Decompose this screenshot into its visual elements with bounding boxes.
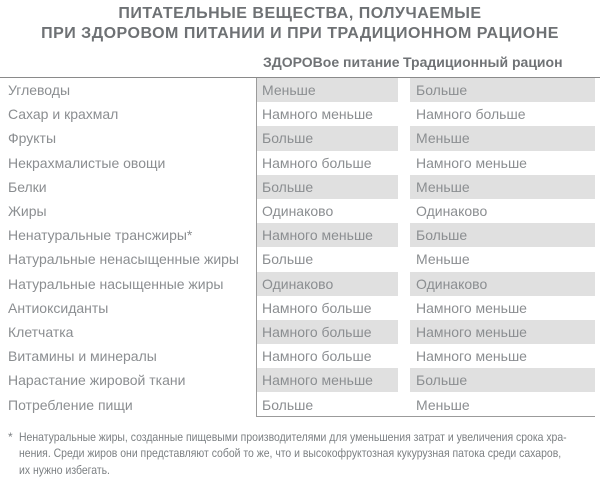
table-row	[0, 344, 600, 368]
table-row	[0, 296, 600, 320]
traditional-value-cell: Намного меньше	[410, 320, 595, 344]
healthy-value-cell: Намного больше	[262, 154, 372, 171]
table-header-row	[0, 44, 600, 78]
column-gap	[398, 392, 410, 416]
row-label: Антиоксиданты	[8, 299, 109, 316]
table-row	[0, 151, 600, 175]
table-row	[0, 247, 600, 271]
column-gap	[398, 320, 410, 344]
row-label: Жиры	[8, 203, 47, 220]
page-title	[0, 0, 600, 44]
column-gap	[398, 175, 410, 199]
table-row	[0, 223, 600, 247]
traditional-value-cell: Одинаково	[410, 272, 595, 296]
traditional-value-cell: Намного больше	[416, 106, 526, 123]
traditional-value-cell: Меньше	[416, 396, 470, 413]
row-label: Белки	[8, 178, 47, 195]
healthy-value-cell: Больше	[256, 175, 398, 199]
column-gap	[398, 151, 410, 175]
column-gap	[398, 126, 410, 150]
healthy-value-cell: Меньше	[256, 78, 398, 102]
row-label: Нарастание жировой ткани	[8, 372, 186, 389]
healthy-value-cell: Намного меньше	[256, 368, 398, 392]
healthy-value-cell: Намного меньше	[256, 223, 398, 247]
traditional-value-cell: Намного меньше	[416, 299, 527, 316]
healthy-value-cell: Больше	[262, 396, 314, 413]
traditional-value-cell: Больше	[410, 223, 595, 247]
footnote-line: Ненатуральные жиры, созданные пищевыми производителями для уменьшения затрат и увеличения срока хра-	[19, 429, 567, 444]
footnote-text	[19, 429, 600, 479]
row-label: Витамины и минералы	[8, 348, 157, 365]
row-label: Ненатуральные трансжиры*	[8, 227, 193, 244]
row-label: Натуральные насыщенные жиры	[8, 275, 224, 292]
row-label: Некрахмалистые овощи	[8, 154, 166, 171]
page-title-line-2: ПРИ ЗДОРОВОМ ПИТАНИИ И ПРИ ТРАДИЦИОННОМ РАЦИОНЕ	[41, 25, 559, 42]
column-gap	[398, 368, 410, 392]
footnote-asterisk: *	[8, 429, 13, 444]
column-divider-line	[256, 78, 257, 417]
table-bottom-line	[256, 416, 595, 417]
traditional-value-cell: Больше	[410, 368, 595, 392]
table-row	[0, 102, 600, 126]
footnote	[0, 429, 600, 479]
table-row	[0, 368, 600, 392]
healthy-value-cell: Одинаково	[256, 272, 398, 296]
healthy-value-cell: Намного больше	[262, 299, 372, 316]
healthy-value-cell: Намного больше	[262, 348, 372, 365]
table-row	[0, 78, 600, 102]
table-body	[0, 78, 600, 417]
traditional-value-cell: Намного меньше	[416, 348, 527, 365]
footnote-line: нения. Среди жиров они представляют собой то же, что и высокофруктозная кукурузная патока среди сахаров,	[19, 446, 562, 461]
row-label: Клетчатка	[8, 323, 74, 340]
row-label: Фрукты	[8, 130, 57, 147]
healthy-value-cell: Больше	[262, 251, 314, 268]
table-row	[0, 175, 600, 199]
row-label: Углеводы	[8, 82, 71, 99]
column-gap	[398, 296, 410, 320]
footnote-line: их нужно избегать.	[19, 462, 110, 477]
row-label: Потребление пищи	[8, 396, 133, 413]
column-gap	[398, 344, 410, 368]
table-row	[0, 126, 600, 150]
row-label: Сахар и крахмал	[8, 106, 119, 123]
column-header-healthy: ЗДОРОВое питание	[263, 54, 400, 70]
column-gap	[398, 247, 410, 271]
table-row	[0, 320, 600, 344]
traditional-value-cell: Меньше	[410, 175, 595, 199]
traditional-value-cell: Намного меньше	[416, 154, 527, 171]
healthy-value-cell: Намного меньше	[262, 106, 373, 123]
column-gap	[398, 102, 410, 126]
table-row	[0, 392, 600, 416]
traditional-value-cell: Меньше	[416, 251, 470, 268]
healthy-value-cell: Намного больше	[256, 320, 398, 344]
column-header-traditional: Традиционный рацион	[403, 54, 563, 70]
row-label: Натуральные ненасыщенные жиры	[8, 251, 239, 268]
traditional-value-cell: Одинаково	[416, 203, 488, 220]
traditional-value-cell: Больше	[410, 78, 595, 102]
column-gap	[398, 199, 410, 223]
traditional-value-cell: Меньше	[410, 126, 595, 150]
table-row	[0, 199, 600, 223]
column-gap	[398, 223, 410, 247]
column-gap	[398, 272, 410, 296]
nutrition-table	[0, 44, 600, 417]
page-title-line-1: ПИТАТЕЛЬНЫЕ ВЕЩЕСТВА, ПОЛУЧАЕМЫЕ	[118, 5, 482, 22]
table-row	[0, 272, 600, 296]
healthy-value-cell: Больше	[256, 126, 398, 150]
column-gap	[398, 78, 410, 102]
healthy-value-cell: Одинаково	[262, 203, 334, 220]
